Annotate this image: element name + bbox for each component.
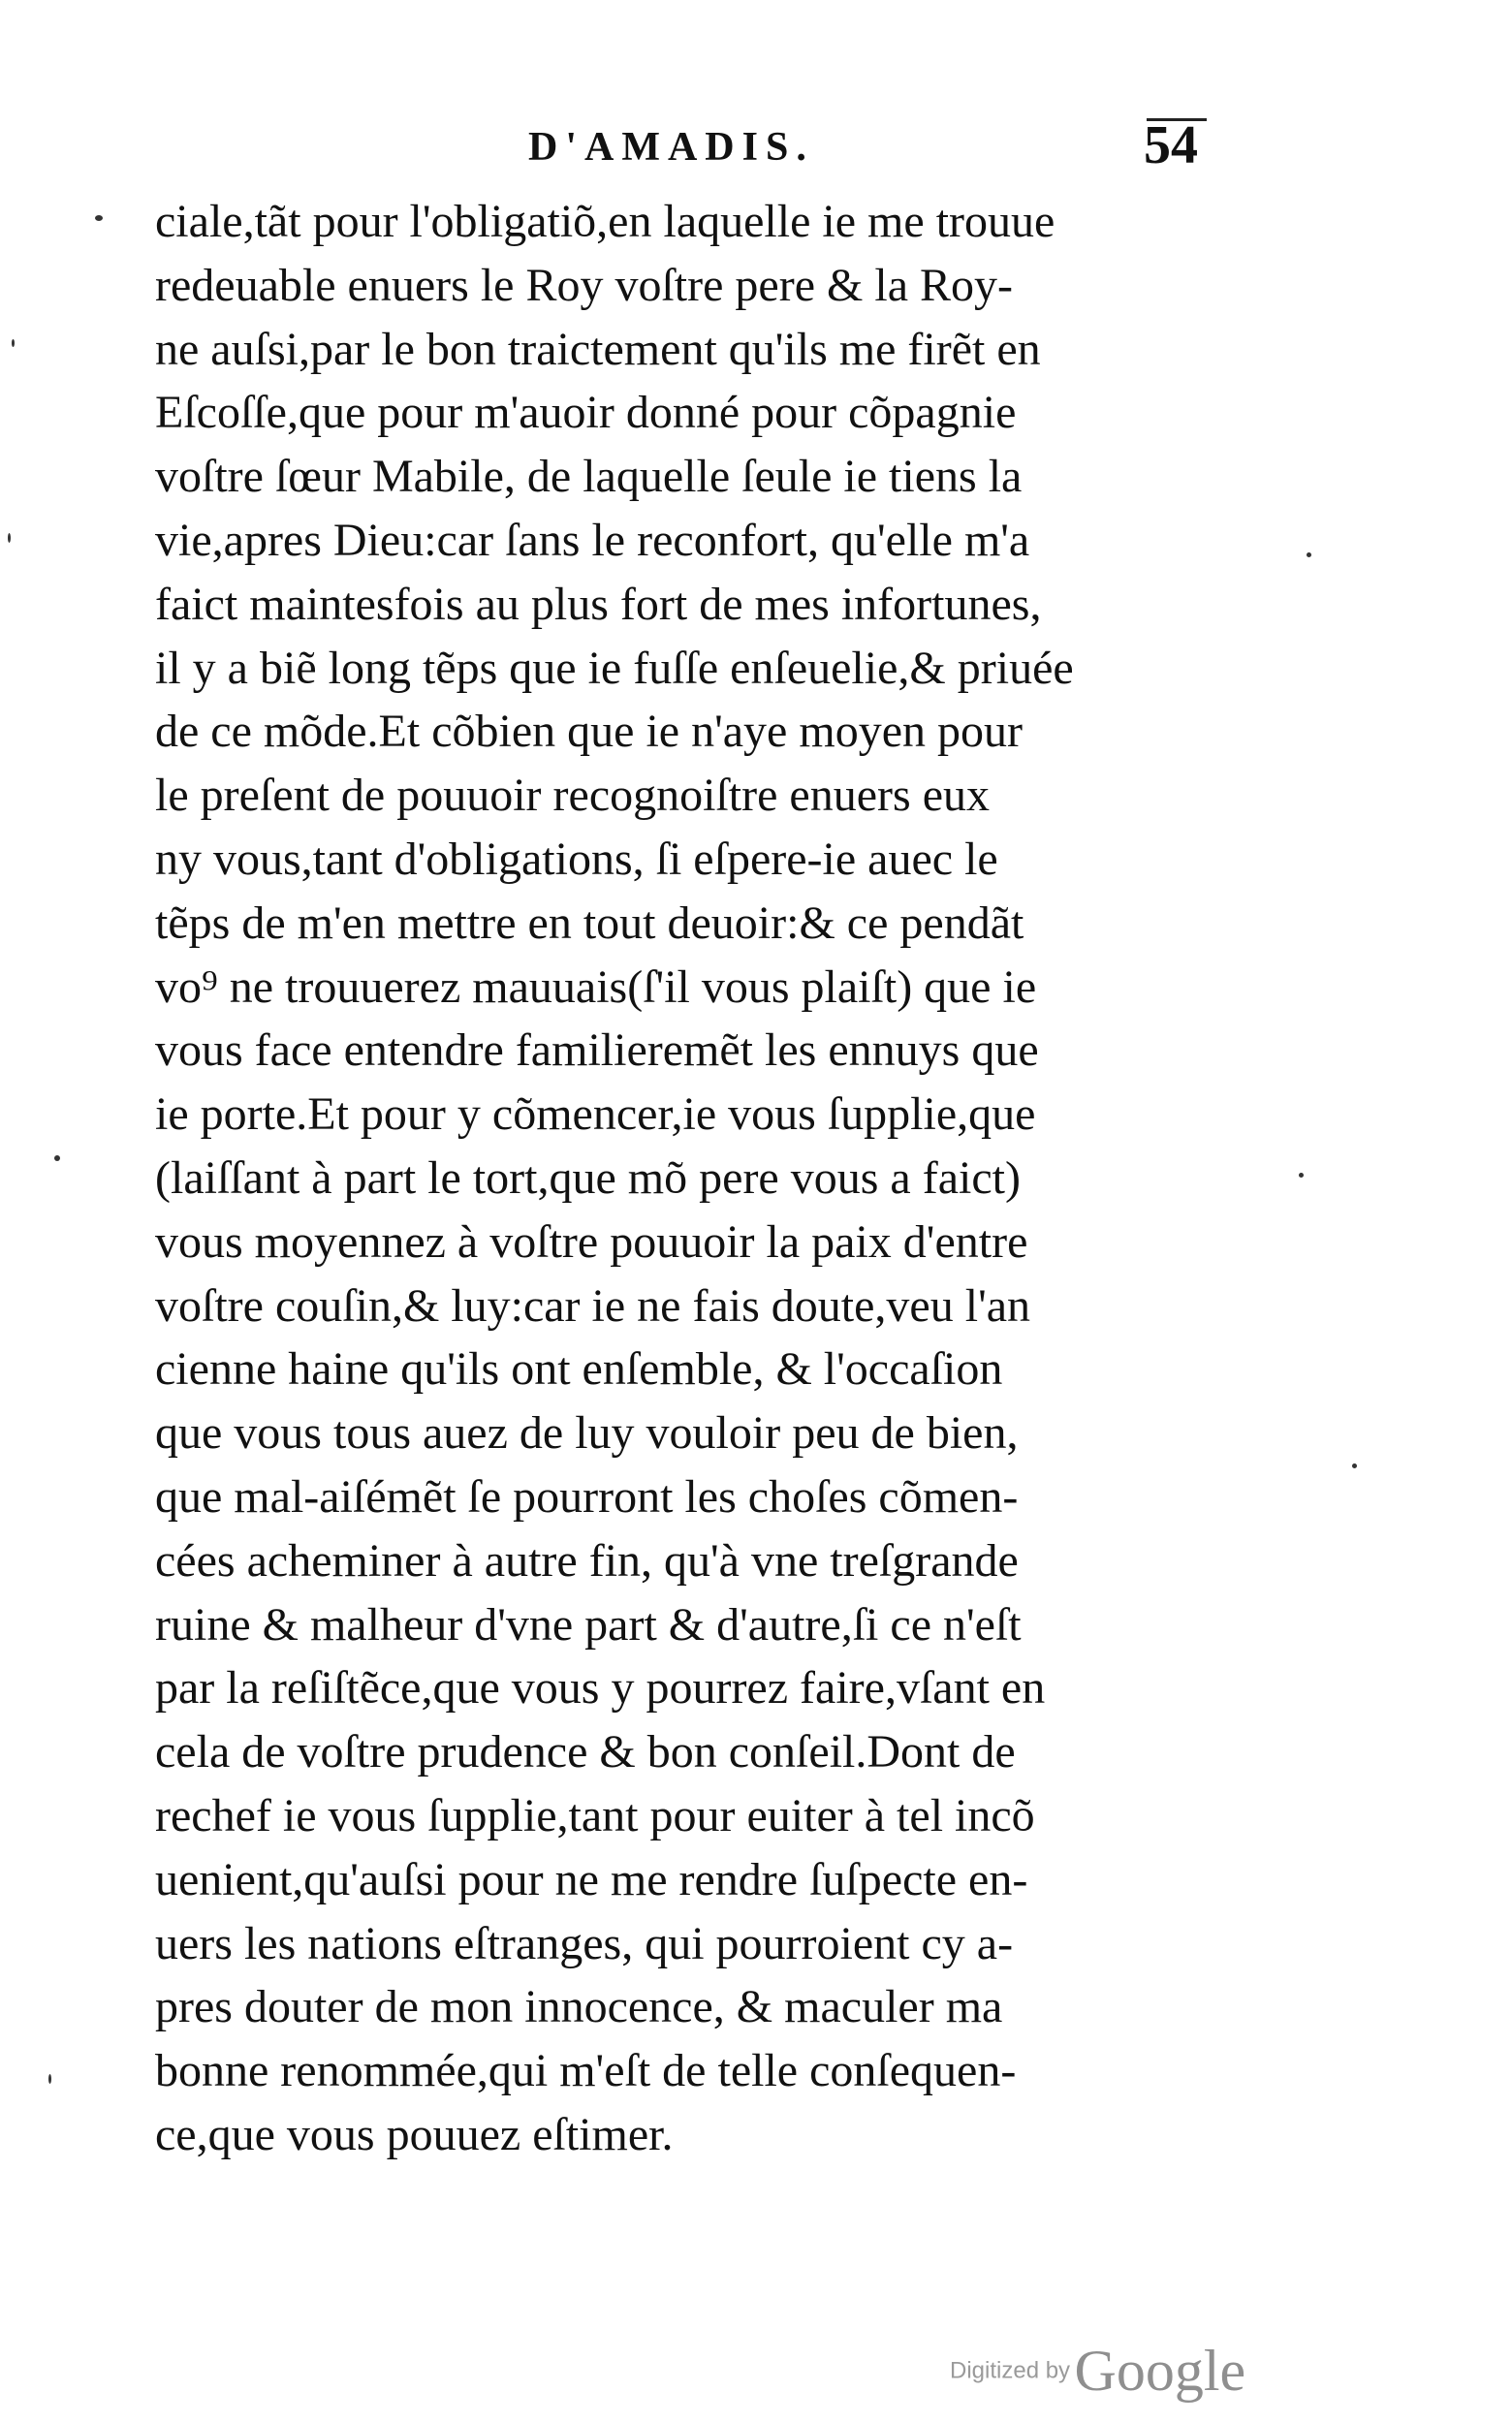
text-line: uenient,qu'auſsi pour ne me rendre ſuſpecte en- (155, 1853, 1028, 1905)
text-line: vous moyennez à voſtre pouuoir la paix d'entre (155, 1215, 1028, 1268)
text-line: ciale,tãt pour l'obligatiõ,en laquelle ie me trouue (155, 196, 1055, 247)
digitized-watermark (950, 2338, 1245, 2405)
margin-speck (54, 1155, 60, 1161)
text-line: le preſent de pouuoir recognoiſtre enuers eux (155, 770, 990, 822)
text-line: cela de voſtre prudence & bon conſeil.Dont de (155, 1726, 1016, 1778)
text-line: Eſcoſſe,que pour m'auoir donné pour cõpagnie (155, 387, 1017, 439)
text-line: que vous tous auez de luy vouloir peu de bien, (155, 1407, 1019, 1460)
text-line: pres douter de mon innocence, & maculer ma (155, 1981, 1003, 2033)
text-line: ne auſsi,par le bon traictement qu'ils me firẽt en (155, 323, 1041, 375)
text-line: par la reſiſtẽce,que vous y pourrez faire,vſant en (155, 1662, 1046, 1715)
margin-speck (8, 533, 11, 543)
text-line: ce,que vous pouuez eſtimer. (155, 2108, 674, 2160)
text-line: cienne haine qu'ils ont enſemble, & l'occaſion (155, 1343, 1003, 1396)
text-line: rechef ie vous ſupplie,tant pour euiter à tel incõ (155, 1789, 1035, 1841)
margin-speck (12, 339, 15, 347)
text-line: ruine & malheur d'vne part & d'autre,ſi ce n'eſt (155, 1598, 1022, 1651)
body-text (155, 190, 1241, 2167)
text-line: cées acheminer à autre fin, qu'à vne treſgrande (155, 1534, 1019, 1587)
text-line: ie porte.Et pour y cõmencer,ie vous ſupplie,que (155, 1088, 1036, 1141)
text-line: vo⁹ ne trouuerez mauuais(ſ'il vous plaiſt) que ie (155, 960, 1037, 1013)
page-number: 54 (1144, 115, 1198, 175)
text-line: vous face entendre familieremẽt les ennuys que (155, 1024, 1039, 1077)
margin-speck (95, 215, 103, 221)
text-line: voſtre ſœur Mabile, de laquelle ſeule ie tiens la (155, 451, 1023, 503)
google-logo: Google (1074, 2339, 1246, 2403)
margin-speck (1352, 1463, 1357, 1468)
text-line: de ce mõde.Et cõbien que ie n'aye moyen pour (155, 706, 1023, 758)
digitized-label: Digitized by (950, 2357, 1071, 2384)
margin-speck (1307, 552, 1311, 557)
margin-speck (1299, 1173, 1304, 1178)
running-head: D'AMADIS. (528, 125, 814, 170)
text-line: (laiſſant à part le tort,que mõ pere vous a faict) (155, 1151, 1021, 1204)
text-line: bonne renommée,qui m'eſt de telle conſequen- (155, 2045, 1017, 2097)
text-line: faict maintesfois au plus fort de mes infortunes, (155, 578, 1042, 630)
text-line: ny vous,tant d'obligations, ſi eſpere-ie auec le (155, 833, 998, 885)
text-line: uers les nations eſtranges, qui pourroient cy a- (155, 1917, 1014, 1969)
text-line: tẽps de m'en mettre en tout deuoir:& ce pendãt (155, 897, 1024, 949)
margin-speck (48, 2074, 51, 2084)
text-line: vie,apres Dieu:car ſans le reconfort, qu'elle m'a (155, 514, 1030, 566)
text-line: il y a biẽ long tẽps que ie fuſſe enſeuelie,& priuée (155, 642, 1074, 694)
text-line: que mal-aiſémẽt ſe pourront les choſes cõmen- (155, 1470, 1019, 1523)
text-line: redeuable enuers le Roy voſtre pere & la Roy- (155, 259, 1013, 311)
text-line: voſtre couſin,& luy:car ie ne fais doute,veu l'an (155, 1279, 1031, 1332)
